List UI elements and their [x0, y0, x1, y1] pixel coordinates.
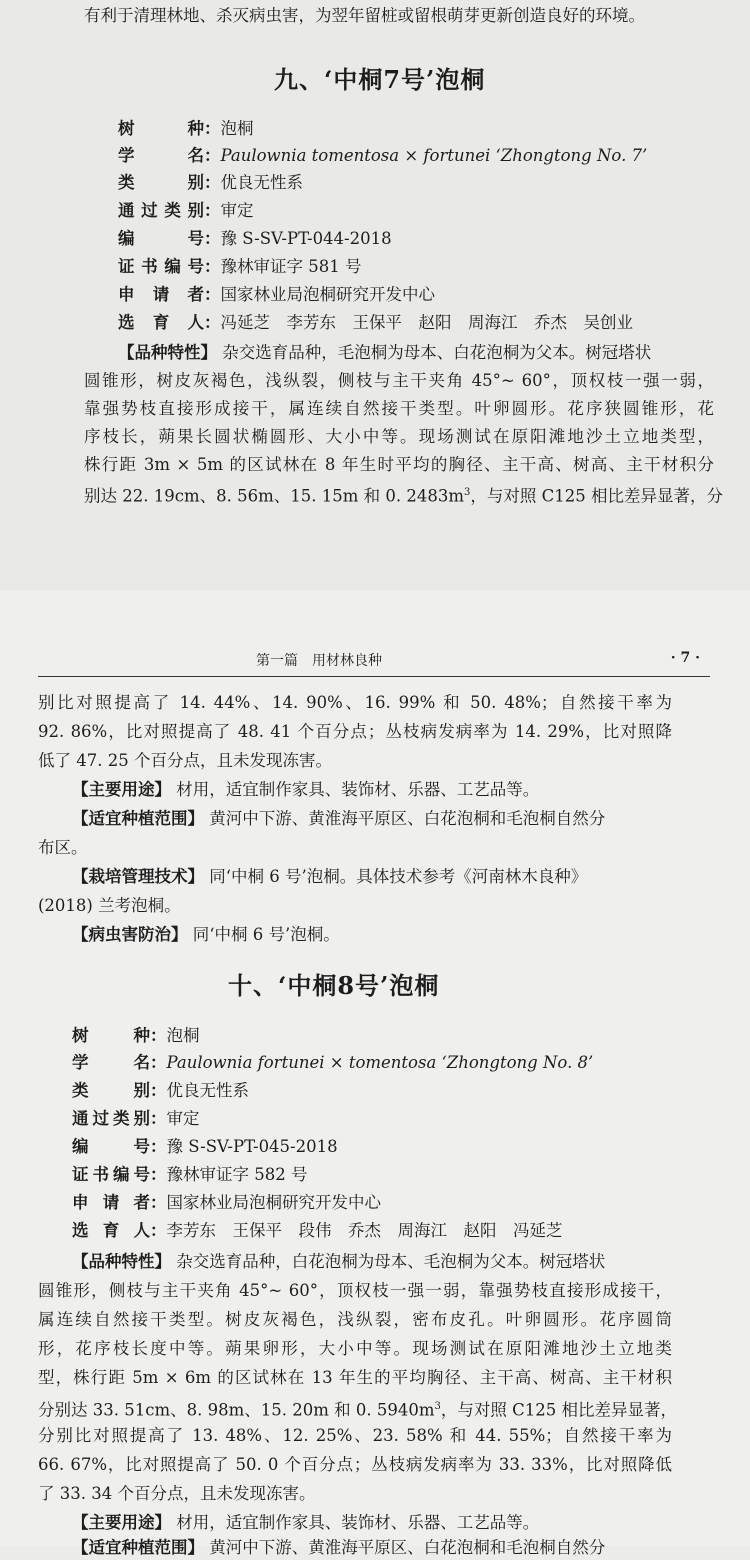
text-line: 圆锥形，树皮灰褐色，浅纵裂，侧枝与主干夹角 45°~ 60°，顶权枝一强一弱，	[84, 371, 714, 390]
text-line: 低了 47. 25 个百分点，且未发现冻害。	[38, 751, 332, 770]
field-value: 豫 S-SV-PT-044-2018	[220, 229, 392, 248]
cultivation-continuation: (2018) 兰考泡桐。	[38, 896, 181, 915]
field-label: 选 育 人	[118, 313, 204, 332]
text-line: 株行距 3m × 5m 的区试林在 8 年生时平均的胸径、主干高、树高、主干材积分	[84, 455, 714, 474]
field-row: 通过类别：审定	[118, 199, 254, 223]
field-label: 证书编号	[72, 1165, 150, 1184]
traits-label: 【品种特性】	[118, 343, 217, 362]
section-heading-10: 十、‘中桐8号’泡桐	[228, 971, 440, 1000]
page-number: · 7 ·	[670, 650, 700, 666]
field-label: 申 请 者	[72, 1193, 150, 1212]
range-paragraph-10	[72, 1536, 605, 1560]
uses-paragraph-9	[72, 778, 539, 802]
field-value: 李芳东 王保平 段伟 乔杰 周海江 赵阳 冯延芝	[166, 1221, 563, 1240]
text-line: 分别比对照提高了 13. 48%、12. 25%、23. 58% 和 44. 55%；自然接干率为	[38, 1426, 672, 1445]
field-row: 申 请 者：国家林业局泡桐研究开发中心	[72, 1191, 381, 1215]
intro-line: 有利于清理林地、杀灭病虫害，为翌年留桩或留根萌芽更新创造良好的环境。	[84, 6, 645, 25]
text-line: 靠强势枝直接形成接干，属连续自然接干类型。叶卵圆形。花序狭圆锥形，花	[84, 399, 714, 418]
field-row: 申 请 者：国家林业局泡桐研究开发中心	[118, 283, 435, 307]
uses-text: 材用，适宜制作家具、装饰材、乐器、工艺品等。	[176, 1513, 540, 1532]
field-row: 通过类别：审定	[72, 1107, 200, 1131]
uses-paragraph-10	[72, 1511, 539, 1535]
pest-paragraph	[72, 923, 340, 947]
field-value: 优良无性系	[166, 1081, 249, 1100]
range-continuation: 布区。	[38, 838, 88, 857]
field-label: 学 名	[72, 1053, 150, 1072]
field-row: 编 号：豫 S-SV-PT-045-2018	[72, 1135, 338, 1159]
field-value: 国家林业局泡桐研究开发中心	[220, 285, 435, 304]
field-row: 树 种：泡桐	[72, 1024, 200, 1048]
pest-label: 【病虫害防治】	[72, 925, 188, 944]
uses-label: 【主要用途】	[72, 780, 171, 799]
field-value: Paulownia fortunei × tomentosa ‘Zhongtong No. 8’	[166, 1053, 594, 1072]
traits-label: 【品种特性】	[72, 1252, 171, 1271]
text-line: 92. 86%，比对照提高了 48. 41 个百分点；丛枝病发病率为 14. 29%，比对照降	[38, 722, 672, 741]
field-value: 泡桐	[166, 1026, 200, 1045]
field-value: 国家林业局泡桐研究开发中心	[166, 1193, 381, 1212]
field-row: 类 别：优良无性系	[118, 171, 303, 195]
text-line: 别比对照提高了 14. 44%、14. 90%、16. 99% 和 50. 48%；自然接干率为	[38, 693, 672, 712]
field-label: 类 别	[118, 173, 204, 192]
field-label: 树 种	[118, 119, 204, 138]
pest-text: 同‘中桐 6 号’泡桐。	[192, 925, 340, 944]
text-line: 杂交选育品种，白花泡桐为母本、毛泡桐为父本。树冠塔状	[176, 1252, 606, 1271]
field-row: 树 种：泡桐	[118, 117, 254, 141]
field-value: Paulownia tomentosa × fortunei ‘Zhongtong No. 7’	[220, 146, 648, 165]
superscript: 3	[463, 487, 471, 498]
field-label: 编 号	[72, 1137, 150, 1156]
text-line: ，与对照 C125 相比差异显著，分	[470, 486, 723, 506]
text-line: 型，株行距 5m × 6m 的区试林在 13 年生的平均胸径、主干高、树高、主干材积	[38, 1368, 672, 1387]
cultivation-label: 【栽培管理技术】	[72, 867, 204, 886]
range-label: 【适宜种植范围】	[72, 1538, 204, 1557]
field-row: 类 别：优良无性系	[72, 1079, 249, 1103]
text-line: 形，花序枝长度中等。蒴果卵形，大小中等。现场测试在原阳滩地沙土立地类	[38, 1339, 672, 1358]
text-line: 了 33. 34 个百分点，且未发现冻害。	[38, 1484, 316, 1503]
field-row: 选 育 人：冯延芝 李芳东 王保平 赵阳 周海江 乔杰 吴创业	[118, 311, 633, 335]
field-label: 类 别	[72, 1081, 150, 1100]
field-label: 树 种	[72, 1026, 150, 1045]
text-line: 别达 22. 19cm、8. 56m、15. 15m 和 0. 2483m	[84, 486, 464, 506]
range-label: 【适宜种植范围】	[72, 809, 204, 828]
cultivation-text: 同‘中桐 6 号’泡桐。具体技术参考《河南林木良种》	[209, 867, 588, 886]
running-header	[38, 650, 708, 672]
field-label: 证书编号	[118, 257, 204, 276]
superscript: 3	[434, 1401, 441, 1412]
field-label: 编 号	[118, 229, 204, 248]
field-value: 冯延芝 李芳东 王保平 赵阳 周海江 乔杰 吴创业	[220, 313, 633, 332]
field-value: 优良无性系	[220, 173, 303, 192]
header-part-title: 第一篇 用材林良种	[256, 653, 382, 669]
range-text: 黄河中下游、黄淮海平原区、白花泡桐和毛泡桐自然分	[209, 809, 606, 828]
field-value: 审定	[220, 201, 254, 220]
field-value: 豫林审证字 582 号	[166, 1165, 308, 1184]
field-label: 申 请 者	[118, 285, 204, 304]
field-row: 编 号：豫 S-SV-PT-044-2018	[118, 227, 392, 251]
text-line: 分别达 33. 51cm、8. 98m、15. 20m 和 0. 5940m	[38, 1400, 435, 1420]
text-line: 66. 67%，比对照提高了 50. 0 个百分点；丛枝病发病率为 33. 33%，比对照降低	[38, 1455, 672, 1474]
section-heading-9: 九、‘中桐7号’泡桐	[274, 65, 486, 94]
range-paragraph-9	[72, 807, 605, 831]
field-row: 选 育 人：李芳东 王保平 段伟 乔杰 周海江 赵阳 冯延芝	[72, 1219, 563, 1243]
field-label: 学 名	[118, 146, 204, 165]
text-line: 属连续自然接干类型。树皮灰褐色，浅纵裂，密布皮孔。叶卵圆形。花序圆筒	[38, 1310, 672, 1329]
text-line: ，与对照 C125 相比差异显著，	[440, 1400, 677, 1420]
text-line: 杂交选育品种，毛泡桐为母本、白花泡桐为父本。树冠塔状	[222, 343, 652, 362]
field-value: 泡桐	[220, 119, 254, 138]
field-value: 审定	[166, 1109, 200, 1128]
text-line: 序枝长，蒴果长圆状椭圆形、大小中等。现场测试在原阳滩地沙土立地类型，	[84, 427, 714, 446]
field-label: 通过类别	[72, 1109, 150, 1128]
field-row: 证书编号：豫林审证字 581 号	[118, 255, 361, 279]
field-value: 豫 S-SV-PT-045-2018	[166, 1137, 338, 1156]
field-row: 证书编号：豫林审证字 582 号	[72, 1163, 307, 1187]
range-text: 黄河中下游、黄淮海平原区、白花泡桐和毛泡桐自然分	[209, 1538, 606, 1557]
uses-label: 【主要用途】	[72, 1513, 171, 1532]
field-row: 学 名：Paulownia tomentosa × fortunei ‘Zhongtong No. 7’	[118, 144, 647, 168]
field-value: 豫林审证字 581 号	[220, 257, 362, 276]
field-label: 通过类别	[118, 201, 204, 220]
field-row: 学 名：Paulownia fortunei × tomentosa ‘Zhongtong No. 8’	[72, 1051, 593, 1075]
field-label: 选 育 人	[72, 1221, 150, 1240]
header-rule	[38, 676, 710, 677]
cultivation-paragraph	[72, 865, 587, 889]
uses-text: 材用，适宜制作家具、装饰材、乐器、工艺品等。	[176, 780, 540, 799]
text-line: 圆锥形，侧枝与主干夹角 45°~ 60°，顶权枝一强一弱，靠强势枝直接形成接干，	[38, 1281, 672, 1300]
